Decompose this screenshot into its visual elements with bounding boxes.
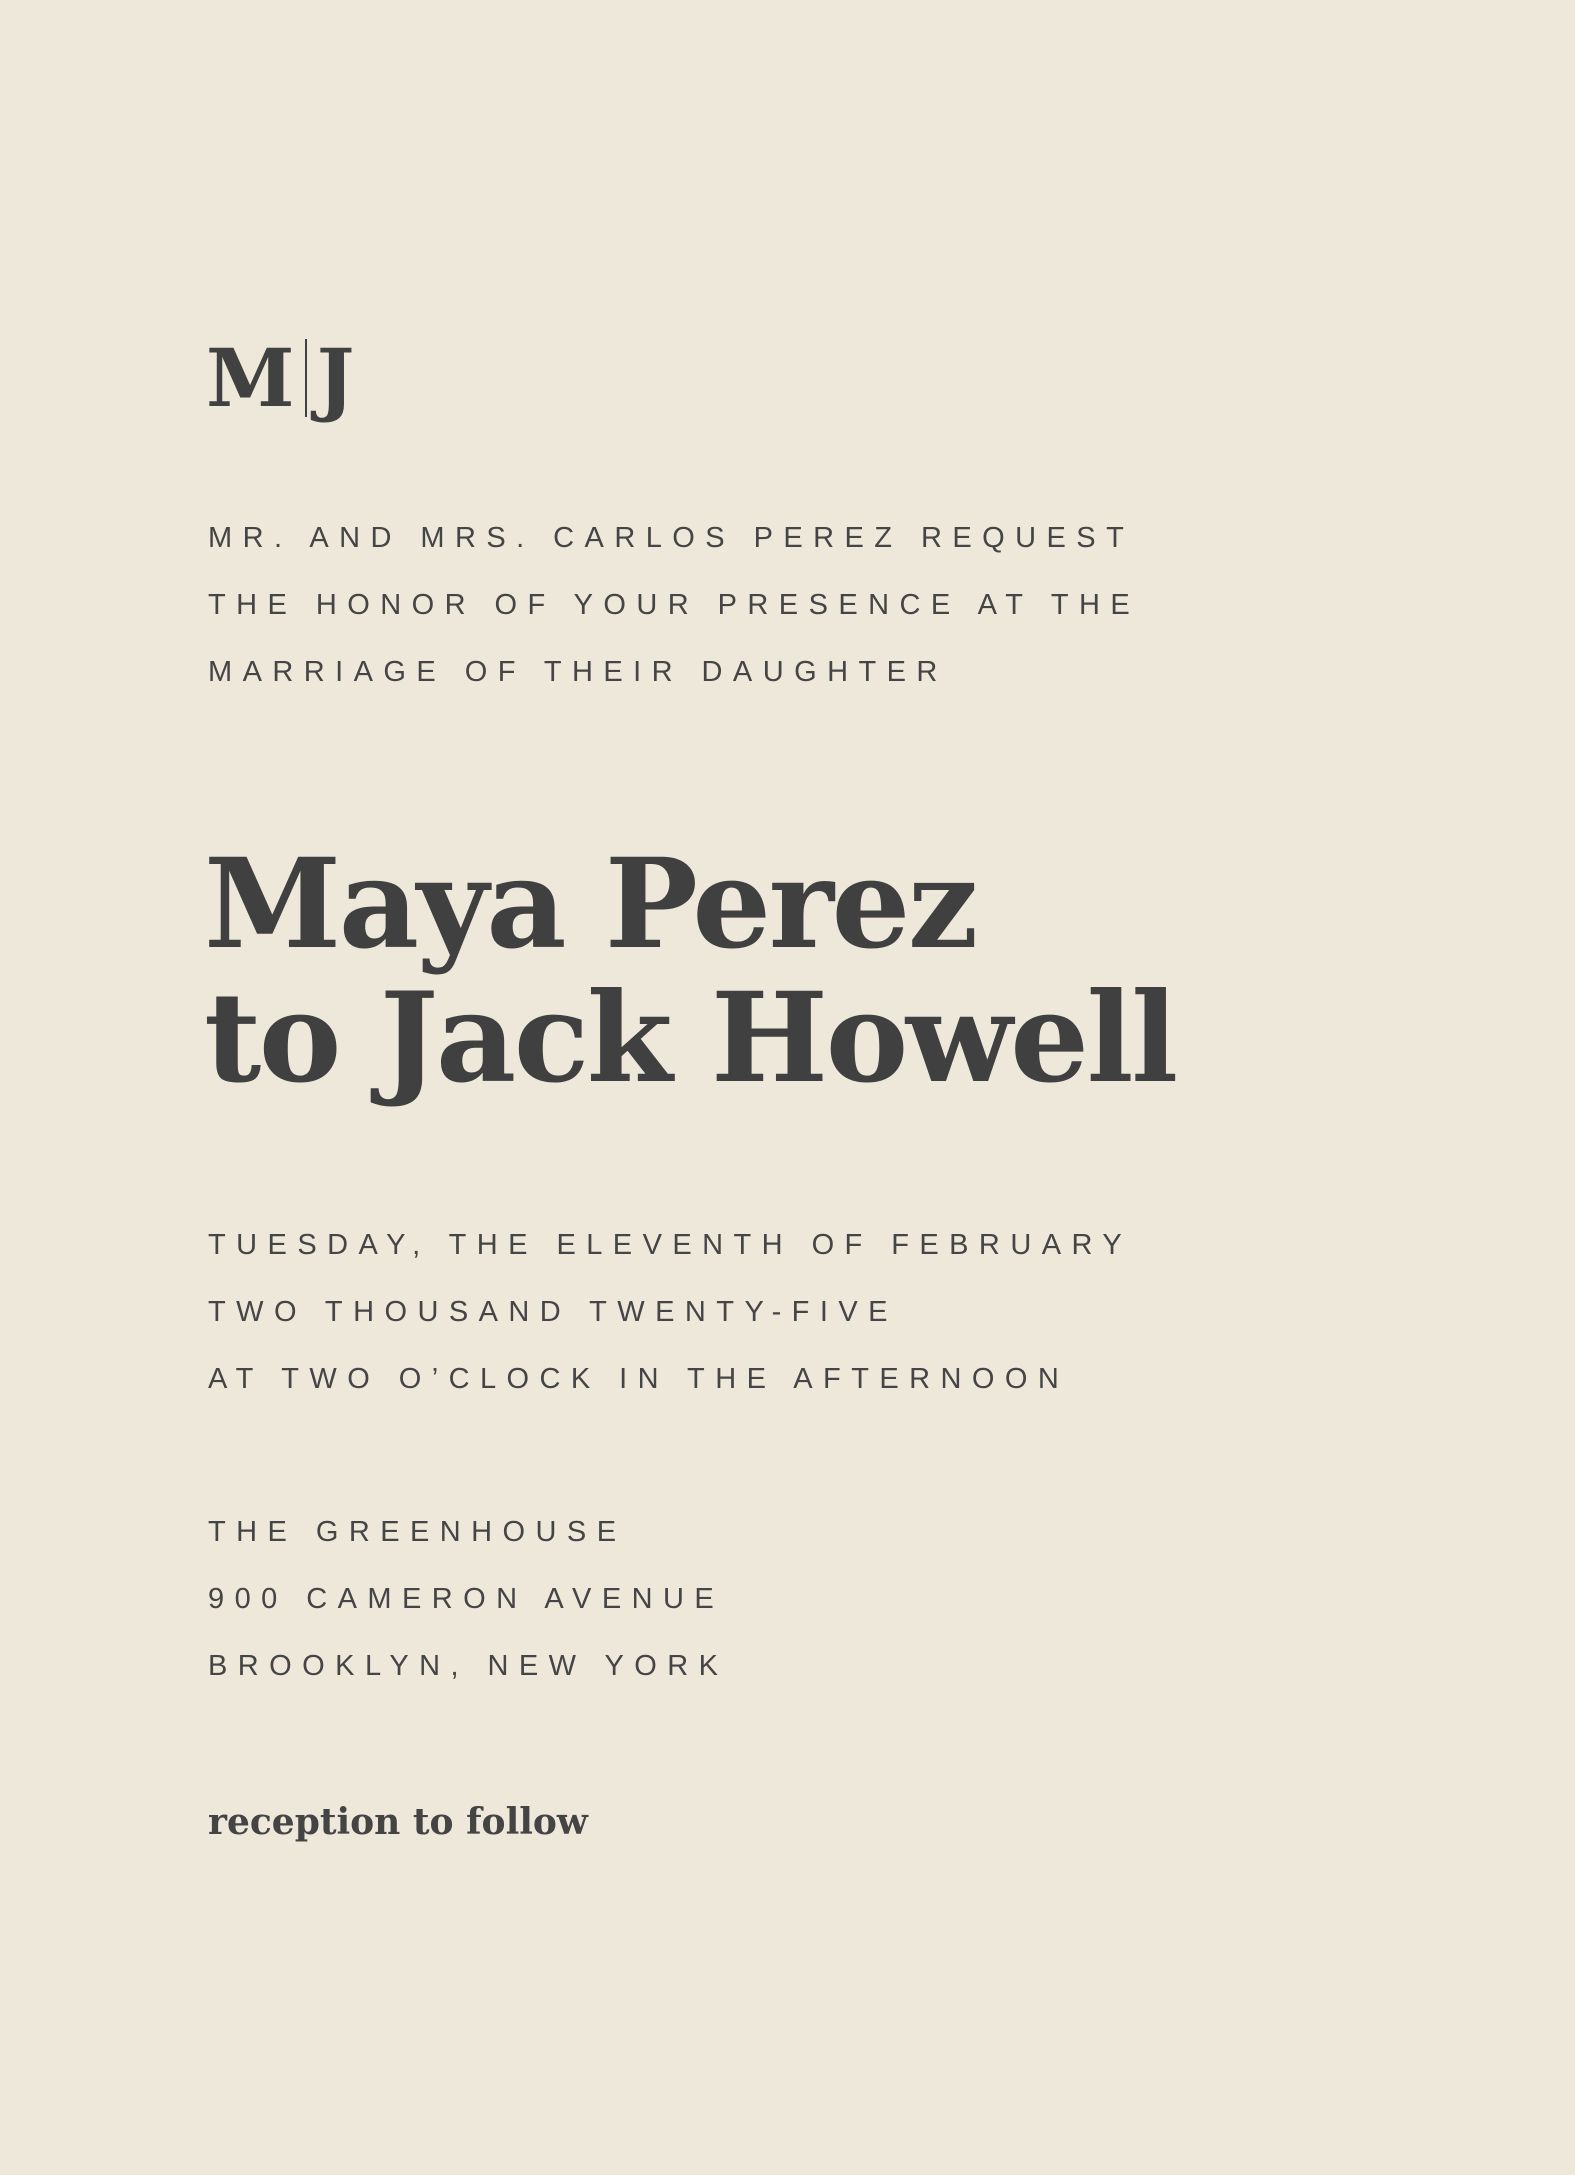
request-line: MR. AND MRS. CARLOS PEREZ REQUEST <box>208 522 1135 554</box>
venue-name: THE GREENHOUSE <box>208 1516 627 1548</box>
venue-city: BROOKLYN, NEW YORK <box>208 1650 729 1682</box>
venue-address <box>208 1499 728 1700</box>
venue-street: 900 CAMERON AVENUE <box>208 1583 725 1615</box>
date-time-text <box>208 1212 1132 1413</box>
time-line: AT TWO O’CLOCK IN THE AFTERNOON <box>208 1363 1070 1395</box>
monogram-left-initial: M <box>206 331 295 425</box>
request-line: MARRIAGE OF THEIR DAUGHTER <box>208 656 948 688</box>
couple-names <box>204 832 1176 1111</box>
request-text <box>208 505 1140 706</box>
monogram <box>206 328 354 428</box>
monogram-right-initial: J <box>316 331 355 425</box>
groom-name: to Jack Howell <box>204 966 1176 1111</box>
date-line: TUESDAY, THE ELEVENTH OF FEBRUARY <box>208 1229 1133 1261</box>
year-line: TWO THOUSAND TWENTY-FIVE <box>208 1296 898 1328</box>
request-line: THE HONOR OF YOUR PRESENCE AT THE <box>208 589 1141 621</box>
monogram-divider <box>305 339 307 417</box>
reception-note: reception to follow <box>208 1801 588 1843</box>
bride-name: Maya Perez <box>204 832 976 977</box>
